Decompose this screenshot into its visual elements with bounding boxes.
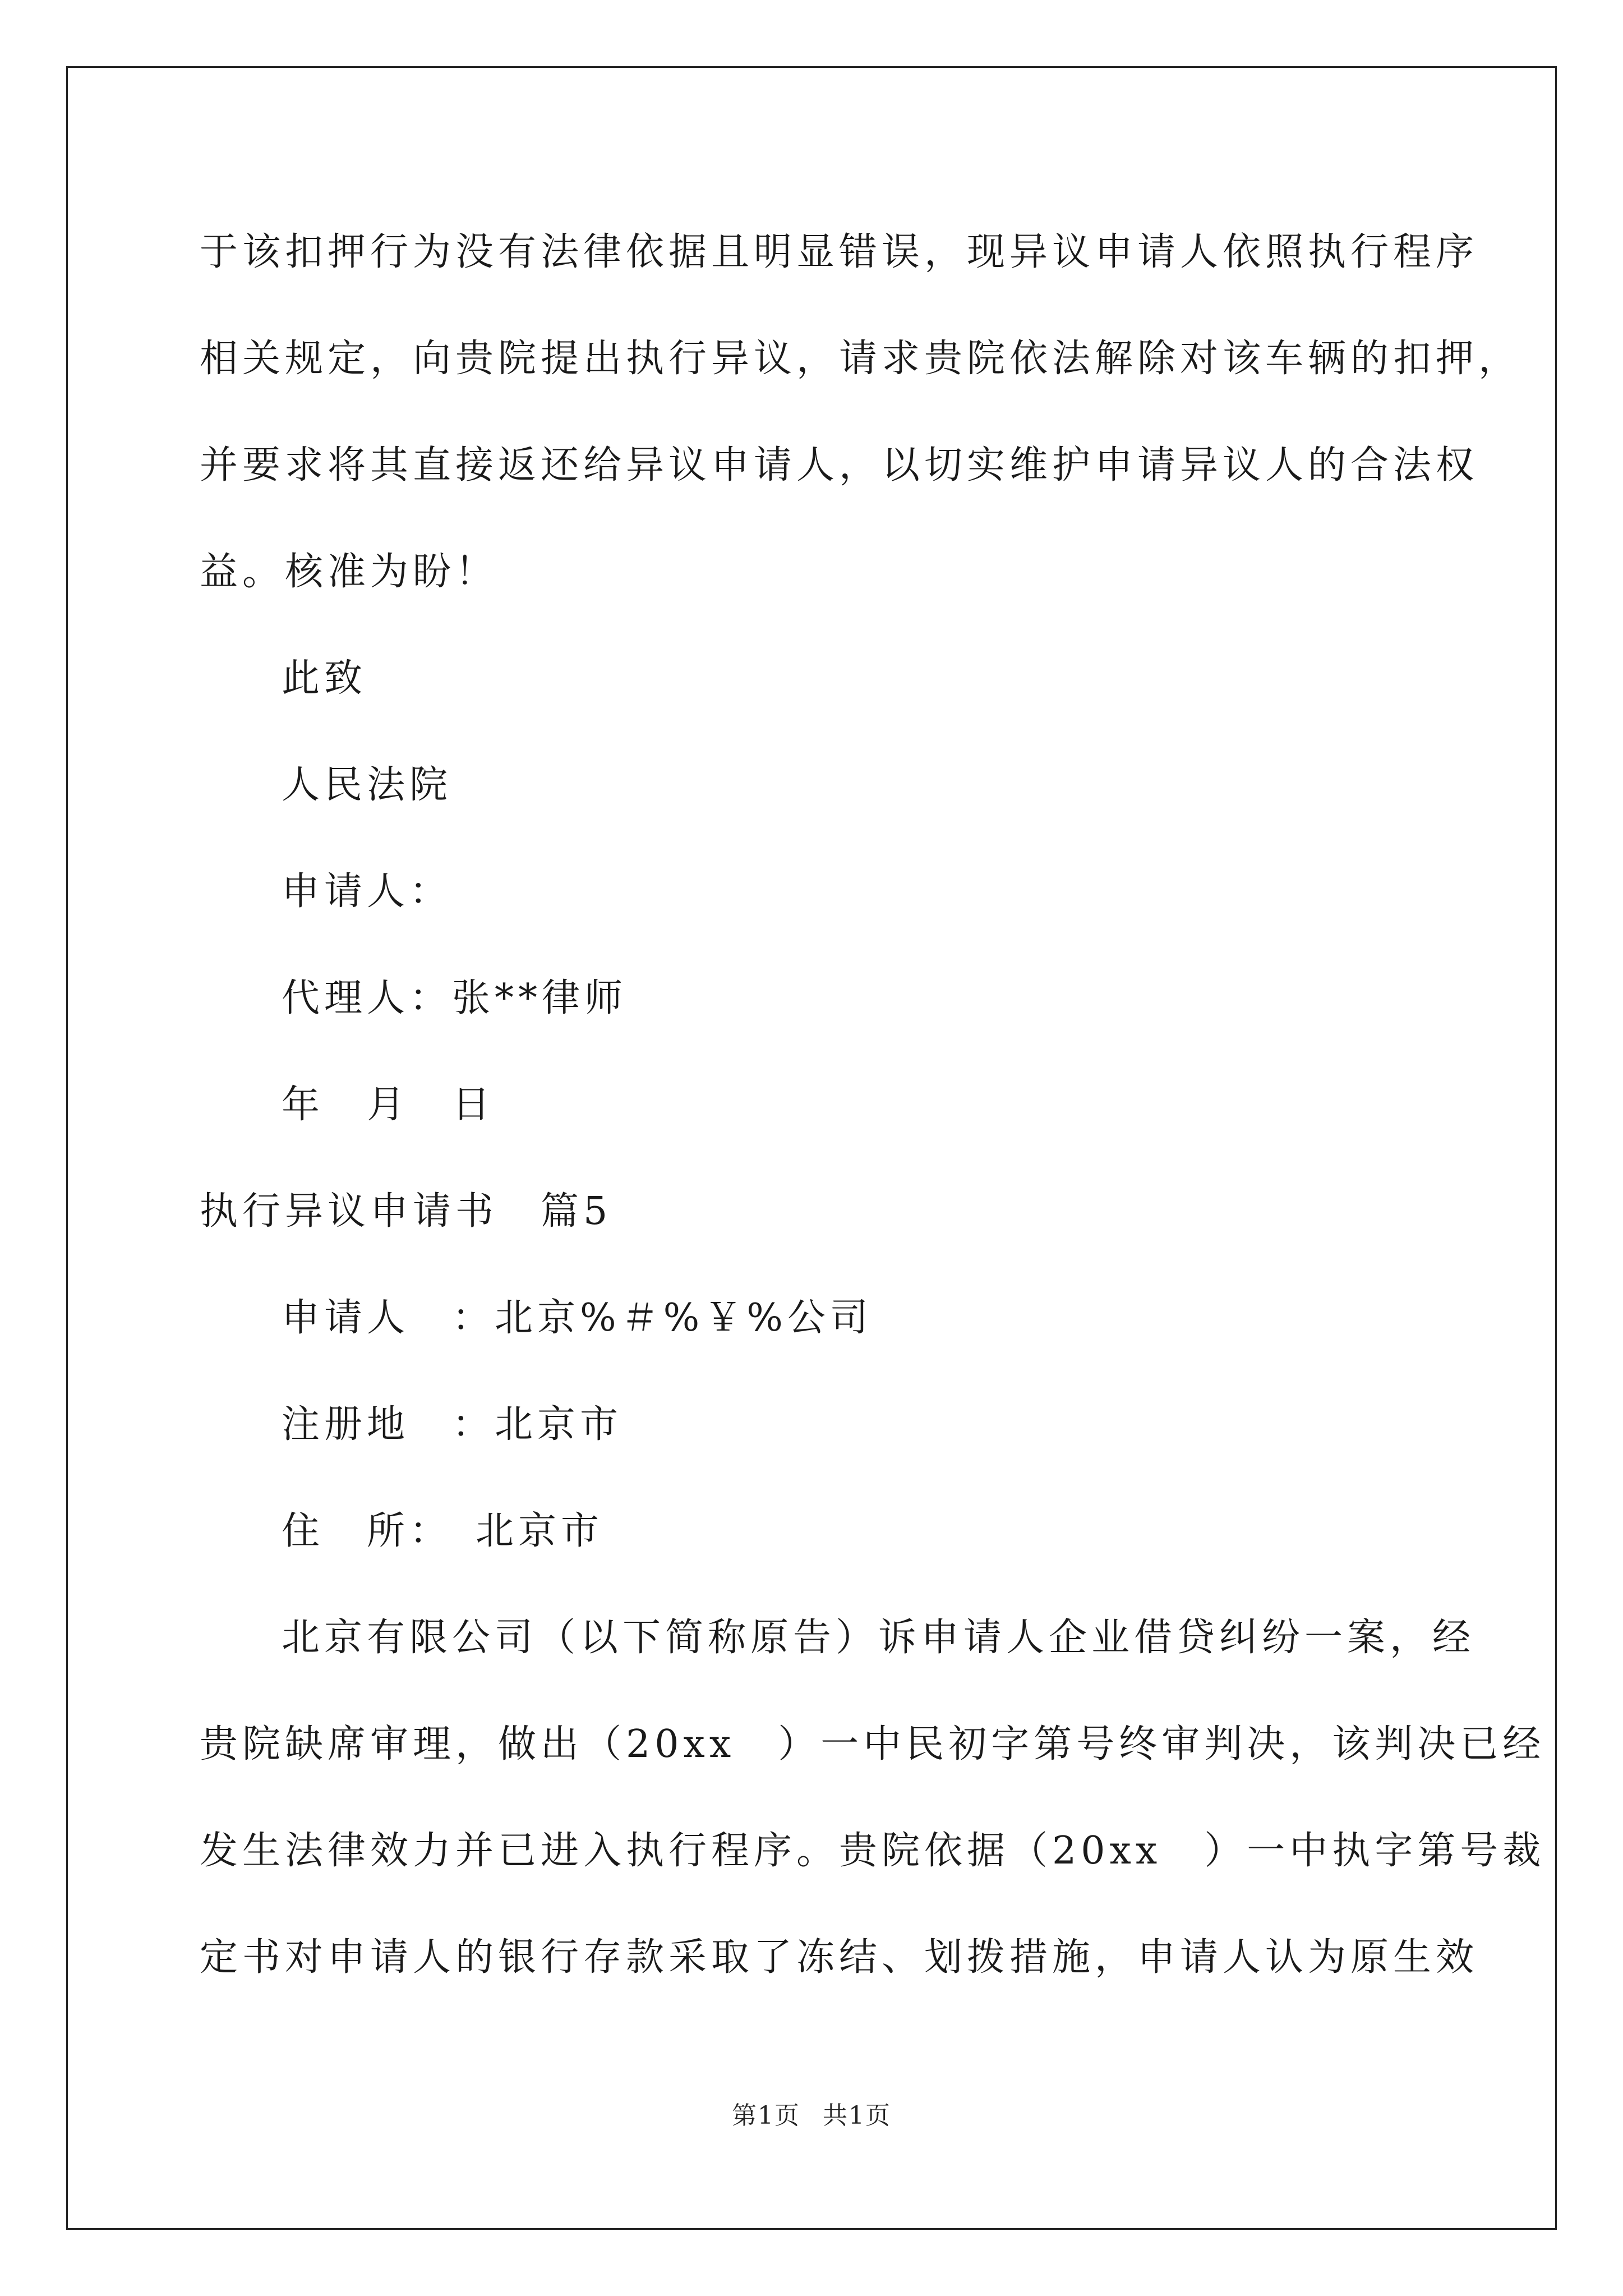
residence-field: 住 所： 北京市 <box>282 1509 604 1553</box>
paragraph-line: 相关规定，向贵院提出执行异议，请求贵院依法解除对该车辆的扣押， <box>200 337 1521 381</box>
page-number: 第1页 <box>732 2101 800 2130</box>
applicant-field: 申请人 ：北京%＃%￥%公司 <box>282 1296 873 1340</box>
paragraph-line: 贵院缺席审理，做出（20xx ）一中民初字第号终审判决，该判决已经 <box>200 1722 1546 1766</box>
paragraph-line: 益。核准为盼！ <box>200 550 499 594</box>
section-heading: 执行异议申请书 篇5 <box>200 1189 612 1234</box>
paragraph-line: 北京有限公司（以下简称原告）诉申请人企业借贷纠纷一案，经 <box>282 1616 1476 1660</box>
paragraph-line: 发生法律效力并已进入执行程序。贵院依据（20xx ）一中执字第号裁 <box>200 1829 1546 1873</box>
applicant-signature: 申请人： <box>282 869 453 914</box>
paragraph-line: 于该扣押行为没有法律依据且明显错误，现异议申请人依照执行程序 <box>200 230 1479 274</box>
paragraph-line: 并要求将其直接返还给异议申请人，以切实维护申请异议人的合法权 <box>200 443 1479 487</box>
date-line: 年 月 日 <box>282 1083 495 1127</box>
registered-address-field: 注册地 ：北京市 <box>282 1402 623 1447</box>
agent-signature: 代理人：张**律师 <box>282 976 628 1020</box>
page-count: 共1页 <box>823 2101 891 2130</box>
salutation: 此致 <box>282 656 367 701</box>
page-footer <box>0 2095 1623 2131</box>
addressee: 人民法院 <box>282 763 453 807</box>
paragraph-line: 定书对申请人的银行存款采取了冻结、划拨措施，申请人认为原生效 <box>200 1935 1479 1980</box>
document-body <box>200 219 1546 2031</box>
